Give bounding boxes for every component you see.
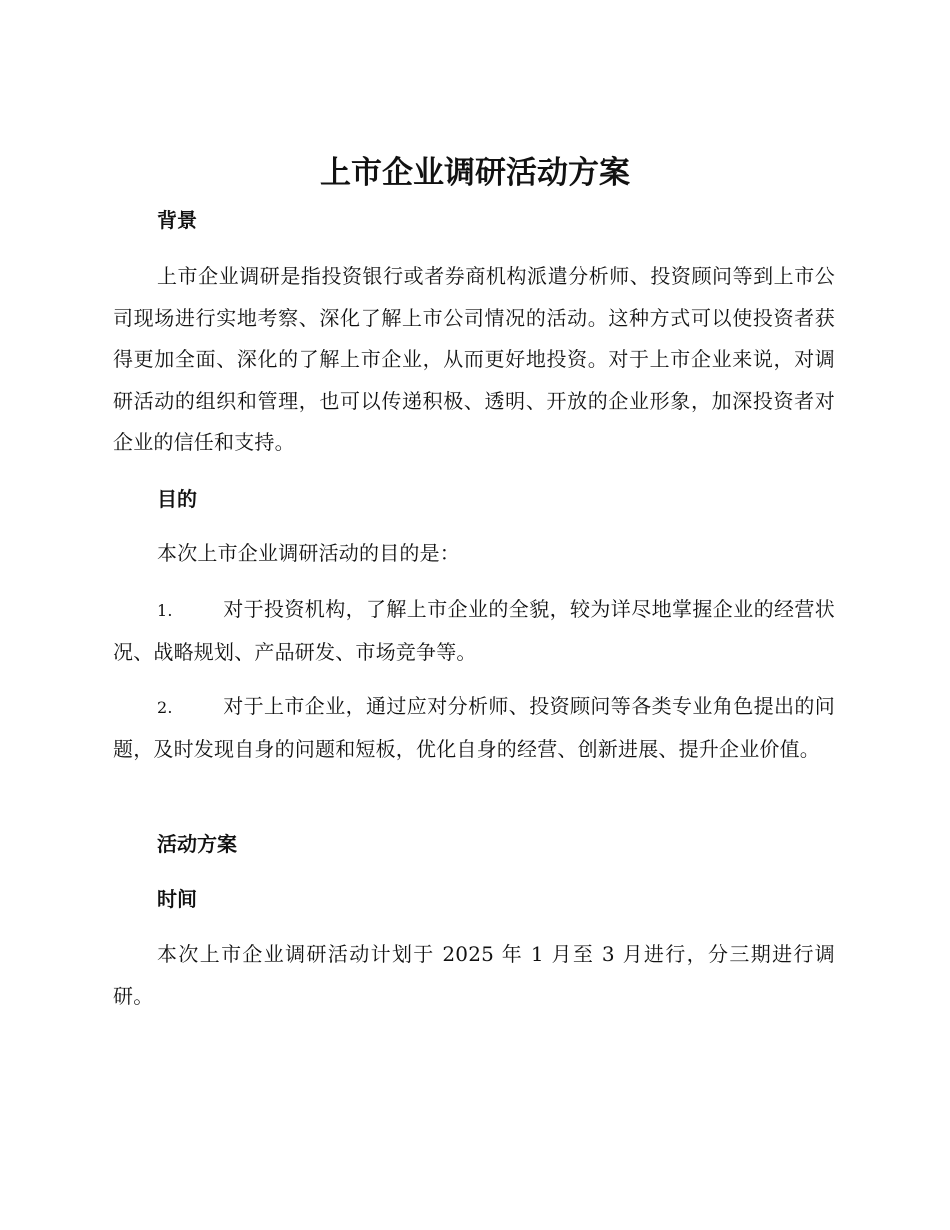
purpose-intro: 本次上市企业调研活动的目的是： bbox=[157, 541, 460, 565]
list-item bbox=[113, 686, 835, 770]
background-paragraph: 上市企业调研是指投资银行或者券商机构派遣分析师、投资顾问等到上市公司现场进行实地考察、深化了解上市公司情况的活动。这种方式可以使投资者获得更加全面、深化的了解上市企业，从而更好地投资。对于上市企业来说，对调研活动的组织和管理，也可以传递积极、透明、开放的企业形象，加深投资者对企业的信任和支持。 bbox=[113, 264, 835, 454]
list-item bbox=[113, 589, 835, 673]
list-item-number: 2. bbox=[157, 698, 173, 717]
page-title: 上市企业调研活动方案 bbox=[320, 155, 630, 191]
section-heading-purpose: 目的 bbox=[157, 487, 197, 511]
list-item-text: 对于投资机构，了解上市企业的全貌，较为详尽地掌握企业的经营状况、战略规划、产品研发、市场竞争等。 bbox=[113, 597, 835, 664]
list-item-text: 对于上市企业，通过应对分析师、投资顾问等各类专业角色提出的问题，及时发现自身的问题和短板，优化自身的经营、创新进展、提升企业价值。 bbox=[113, 694, 835, 761]
section-heading-background: 背景 bbox=[157, 208, 197, 232]
section-heading-plan: 活动方案 bbox=[157, 832, 237, 856]
section-heading-time: 时间 bbox=[157, 887, 197, 911]
list-item-number: 1. bbox=[157, 601, 173, 620]
time-paragraph: 本次上市企业调研活动计划于 2025 年 1 月至 3 月进行，分三期进行调研。 bbox=[113, 942, 835, 1008]
